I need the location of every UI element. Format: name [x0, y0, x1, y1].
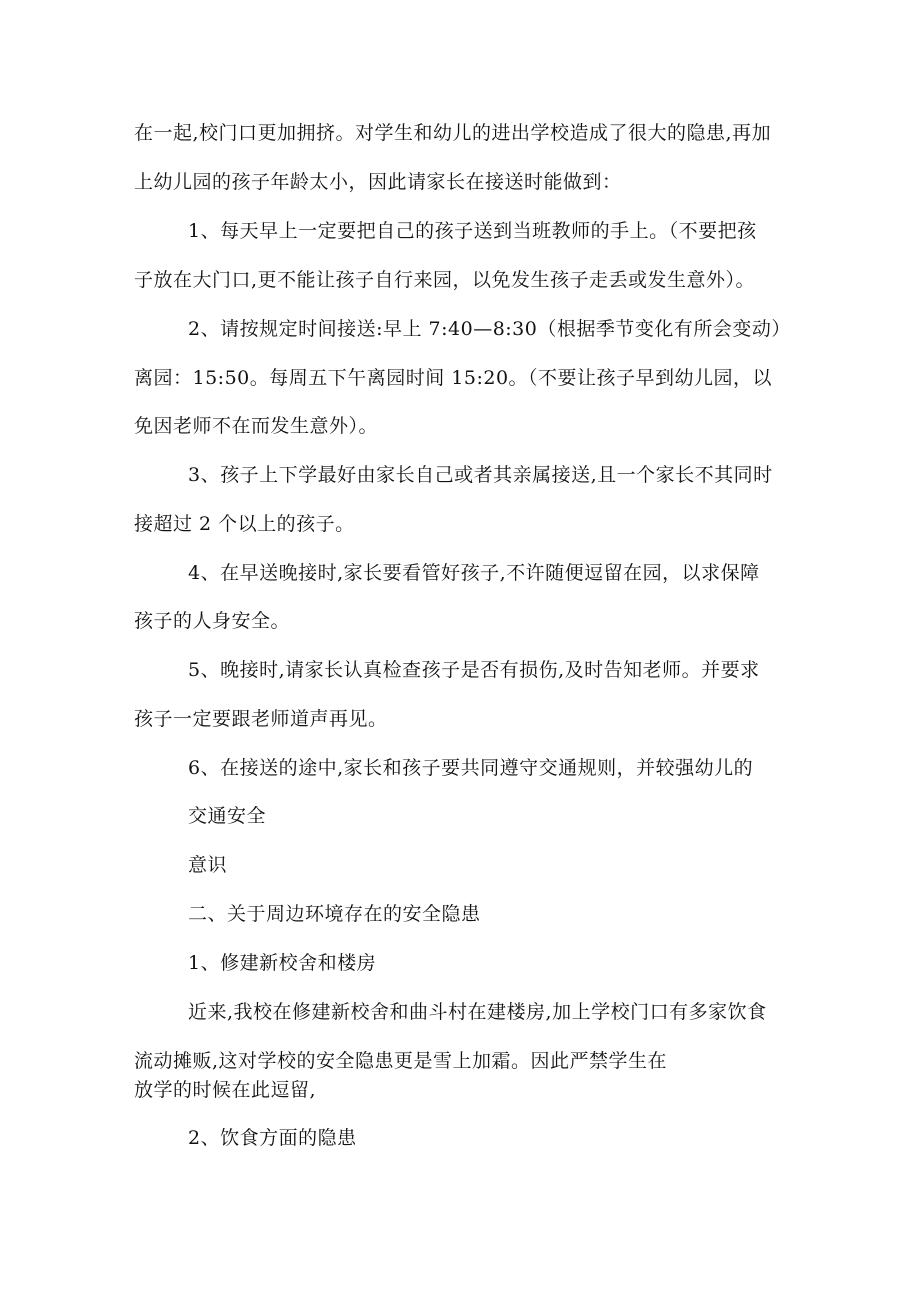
text-line: 孩子一定要跟老师道声再见。: [134, 708, 388, 730]
text-line: 6、在接送的途中,家长和孩子要共同遵守交通规则，并较强幼儿的: [188, 757, 754, 779]
text-line: 免因老师不在而发生意外）。: [134, 415, 379, 437]
text-line: 意识: [188, 854, 228, 876]
text-line: 放学的时候在此逗留,: [134, 1079, 317, 1101]
text-line: 3、孩子上下学最好由家长自己或者其亲属接送,且一个家长不其同时: [188, 464, 773, 486]
subsection-heading: 1、修建新校舍和楼房: [188, 952, 377, 974]
text-line: 5、晚接时,请家长认真检查孩子是否有损伤,及时告知老师。并要求: [188, 659, 760, 681]
section-heading: 二、关于周边环境存在的安全隐患: [188, 903, 481, 925]
text-line: 流动摊贩,这对学校的安全隐患更是雪上加霜。因此严禁学生在: [134, 1050, 668, 1072]
text-line: 2、请按规定时间接送:早上 7:40—8:30（根据季节变化有所会变动）: [188, 318, 791, 340]
text-line: 在一起,校门口更加拥挤。对学生和幼儿的进出学校造成了很大的隐患,再加: [134, 122, 772, 144]
text-line: 子放在大门口,更不能让孩子自行来园，以免发生孩子走丢或发生意外）。: [134, 269, 756, 291]
text-line: 近来,我校在修建新校舍和曲斗村在建楼房,加上学校门口有多家饮食: [188, 1001, 767, 1023]
text-line: 1、每天早上一定要把自己的孩子送到当班教师的手上。（不要把孩: [188, 220, 757, 242]
text-line: 上幼儿园的孩子年龄太小，因此请家长在接送时能做到：: [134, 171, 622, 193]
text-line: 4、在早送晚接时,家长要看管好孩子,不许随便逗留在园，以求保障: [188, 562, 760, 584]
text-line: 离园：15:50。每周五下午离园时间 15:20。（不要让孩子早到幼儿园，以: [134, 367, 773, 389]
text-line: 接超过 2 个以上的孩子。: [134, 513, 355, 535]
text-line: 交通安全: [188, 805, 267, 827]
text-line: 孩子的人身安全。: [134, 610, 291, 632]
subsection-heading: 2、饮食方面的隐患: [188, 1127, 357, 1149]
